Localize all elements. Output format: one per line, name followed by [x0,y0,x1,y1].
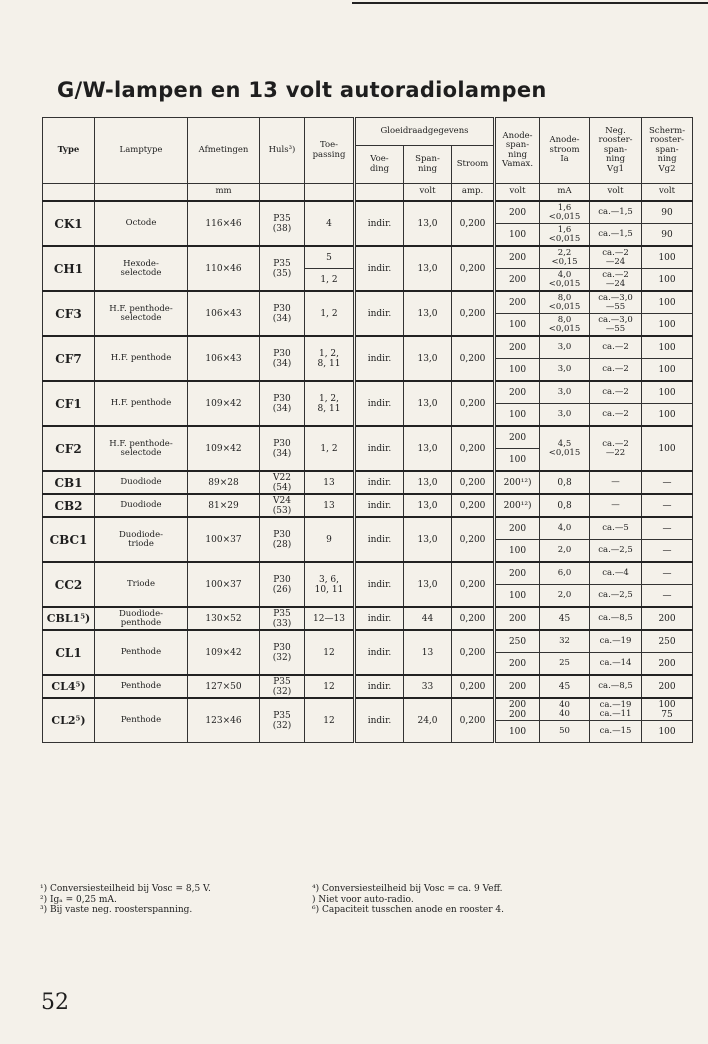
anode-stroom: 40 40 [540,698,590,721]
anode-stroom: 6,0 [540,562,590,585]
lamptype: H.F. penthode [95,381,188,426]
tube-type: CBC1 [43,517,95,562]
neg-roosterspanning: ca.—2 [590,336,642,359]
spanning: 13,0 [404,381,452,426]
header-spanning: Span- ning [404,146,452,184]
afmetingen: 81×29 [188,494,260,517]
afmetingen: 116×46 [188,201,260,246]
table-row [43,381,693,404]
neg-roosterspanning: ca.—1,5 [590,201,642,224]
anode-spanning: 100 [495,540,540,563]
voeding: indir. [355,471,404,494]
anode-spanning: 100 [495,314,540,337]
spanning: 13,0 [404,517,452,562]
header-afmetingen: Afmetingen [188,118,260,184]
huls: P35 (33) [260,607,305,630]
tube-type: CF7 [43,336,95,381]
voeding: indir. [355,494,404,517]
huls: P30 (32) [260,630,305,675]
huls: P30 (34) [260,291,305,336]
spanning: 24,0 [404,698,452,743]
table-row [43,698,693,721]
stroom: 0,200 [452,607,495,630]
voeding: indir. [355,381,404,426]
tube-type: CF3 [43,291,95,336]
huls: P30 (28) [260,517,305,562]
footnote: ) Niet voor auto-radio. [312,894,414,905]
lamptype: Duodiode- penthode [95,607,188,630]
lamptype: Duodiode [95,471,188,494]
stroom: 0,200 [452,201,495,246]
afmetingen: 123×46 [188,698,260,743]
stroom: 0,200 [452,246,495,291]
huls: P35 (32) [260,675,305,698]
toepassing: 1, 2 [305,269,355,292]
afmetingen: 106×43 [188,336,260,381]
schermroosterspanning: 100 [642,314,693,337]
header-stroom-unit: amp. [452,184,495,202]
tube-type: CB2 [43,494,95,517]
neg-roosterspanning: ca.—2,5 [590,585,642,608]
header-span-unit: volt [404,184,452,202]
anode-spanning: 200 [495,381,540,404]
anode-stroom: 32 [540,630,590,653]
schermroosterspanning: 200 [642,653,693,676]
toepassing: 1, 2 [305,426,355,471]
voeding: indir. [355,291,404,336]
stroom: 0,200 [452,517,495,562]
lamptype: Triode [95,562,188,607]
neg-roosterspanning: ca.—2 —24 [590,269,642,292]
table-row [43,517,693,540]
toepassing: 4 [305,201,355,246]
voeding: indir. [355,517,404,562]
huls: P35 (38) [260,201,305,246]
anode-spanning: 200 [495,653,540,676]
stroom: 0,200 [452,630,495,675]
header-vg2-unit: volt [642,184,693,202]
table-row [43,246,693,269]
schermroosterspanning: 100 [642,246,693,269]
footnote: ²) Igₐ = 0,25 mA. [40,894,117,905]
stroom: 0,200 [452,381,495,426]
anode-spanning: 100 [495,224,540,247]
anode-spanning: 200 [495,607,540,630]
page-title: G/W-lampen en 13 volt autoradiolampen [57,78,547,102]
schermroosterspanning: — [642,517,693,540]
anode-stroom: 2,0 [540,585,590,608]
footnote: ⁶) Capaciteit tusschen anode en rooster 4. [312,905,505,915]
schermroosterspanning: 100 [642,291,693,314]
toepassing: 12 [305,630,355,675]
anode-spanning: 200 [495,517,540,540]
schermroosterspanning: — [642,540,693,563]
header-va-unit: volt [495,184,540,202]
table-row [43,291,693,314]
anode-stroom: 3,0 [540,404,590,427]
anode-spanning: 200¹²) [495,471,540,494]
table-row [43,201,693,224]
voeding: indir. [355,675,404,698]
neg-roosterspanning: ca.—19 [590,630,642,653]
spanning: 13,0 [404,426,452,471]
schermroosterspanning: — [642,562,693,585]
header-voeding: Voe- ding [355,146,404,184]
header-gloeidraad: Gloeidraadgegevens [355,118,495,146]
header-ia-unit: mA [540,184,590,202]
schermroosterspanning: 90 [642,224,693,247]
anode-stroom: 8,0 <0,015 [540,314,590,337]
spanning: 13,0 [404,246,452,291]
anode-spanning: 200 [495,426,540,449]
huls: P30 (34) [260,381,305,426]
anode-stroom: 0,8 [540,471,590,494]
header-anodestroom: Anode- stroom Ia [540,118,590,184]
neg-roosterspanning: ca.—8,5 [590,675,642,698]
tube-type: CK1 [43,201,95,246]
neg-roosterspanning: ca.—2 [590,381,642,404]
huls: P30 (26) [260,562,305,607]
schermroosterspanning: 100 [642,359,693,382]
anode-stroom: 3,0 [540,381,590,404]
toepassing: 13 [305,471,355,494]
toepassing: 13 [305,494,355,517]
anode-spanning: 200 [495,336,540,359]
tube-type: CL1 [43,630,95,675]
tube-type: CBL1⁵) [43,607,95,630]
lamptype: H.F. penthode- selectode [95,426,188,471]
schermroosterspanning: 100 [642,269,693,292]
afmetingen: 109×42 [188,426,260,471]
schermroosterspanning: 100 [642,721,693,743]
header-type: Type [43,118,95,184]
neg-roosterspanning: ca.—8,5 [590,607,642,630]
lamptype: H.F. penthode- selectode [95,291,188,336]
anode-stroom: 45 [540,607,590,630]
voeding: indir. [355,562,404,607]
header-vg1-unit: volt [590,184,642,202]
tube-type: CC2 [43,562,95,607]
schermroosterspanning: 100 [642,336,693,359]
footnote: ¹) Conversiesteilheid bij Vosc = 8,5 V. [40,884,211,894]
spanning: 33 [404,675,452,698]
toepassing: 9 [305,517,355,562]
header-negrooster: Neg. rooster- span- ning Vg1 [590,118,642,184]
neg-roosterspanning: — [590,494,642,517]
stroom: 0,200 [452,675,495,698]
voeding: indir. [355,630,404,675]
spanning: 13,0 [404,562,452,607]
schermroosterspanning: 90 [642,201,693,224]
stroom: 0,200 [452,562,495,607]
spanning: 13,0 [404,494,452,517]
anode-spanning: 200 [495,291,540,314]
toepassing: 1, 2, 8, 11 [305,381,355,426]
voeding: indir. [355,426,404,471]
anode-stroom: 4,0 <0,015 [540,269,590,292]
header-lamptype: Lamptype [95,118,188,184]
page-number: 52 [41,990,69,1015]
schermroosterspanning: 100 [642,426,693,471]
lamptype: Penthode [95,675,188,698]
toepassing: 1, 2, 8, 11 [305,336,355,381]
huls: P30 (34) [260,336,305,381]
huls: P35 (32) [260,698,305,743]
footnotes-right [312,884,632,916]
anode-stroom: 4,0 [540,517,590,540]
anode-spanning: 200 [495,201,540,224]
afmetingen: 106×43 [188,291,260,336]
top-rule [352,2,708,4]
toepassing: 12 [305,675,355,698]
lamptype: Penthode [95,698,188,743]
lamptype: H.F. penthode [95,336,188,381]
huls: V22 (54) [260,471,305,494]
anode-stroom: 2,2 <0,15 [540,246,590,269]
voeding: indir. [355,607,404,630]
schermroosterspanning: — [642,494,693,517]
afmetingen: 100×37 [188,562,260,607]
anode-spanning: 100 [495,404,540,427]
table-row [43,494,693,517]
spanning: 13 [404,630,452,675]
stroom: 0,200 [452,471,495,494]
table-row [43,562,693,585]
lamptype: Hexode- selectode [95,246,188,291]
lamptype: Penthode [95,630,188,675]
anode-stroom: 4,5 <0,015 [540,426,590,471]
anode-spanning: 200 [495,269,540,292]
neg-roosterspanning: ca.—3,0 —55 [590,314,642,337]
tube-type: CF1 [43,381,95,426]
neg-roosterspanning: ca.—1,5 [590,224,642,247]
lamptype: Duodiode [95,494,188,517]
stroom: 0,200 [452,291,495,336]
neg-roosterspanning: ca.—3,0 —55 [590,291,642,314]
spanning: 44 [404,607,452,630]
toepassing: 1, 2 [305,291,355,336]
neg-roosterspanning: ca.—2 [590,404,642,427]
anode-spanning: 200¹²) [495,494,540,517]
header-schermrooster: Scherm- rooster- span- ning Vg2 [642,118,693,184]
afmetingen: 127×50 [188,675,260,698]
toepassing: 12 [305,698,355,743]
lamptype: Octode [95,201,188,246]
huls: P30 (34) [260,426,305,471]
table-row [43,675,693,698]
table-row [43,336,693,359]
huls: V24 (53) [260,494,305,517]
neg-roosterspanning: ca.—15 [590,721,642,743]
anode-stroom: 2,0 [540,540,590,563]
afmetingen: 109×42 [188,630,260,675]
afmetingen: 110×46 [188,246,260,291]
anode-spanning: 100 [495,585,540,608]
afmetingen: 109×42 [188,381,260,426]
tube-type: CF2 [43,426,95,471]
table-row [43,607,693,630]
schermroosterspanning: — [642,471,693,494]
anode-spanning: 250 [495,630,540,653]
afmetingen: 130×52 [188,607,260,630]
schermroosterspanning: 100 [642,381,693,404]
anode-stroom: 0,8 [540,494,590,517]
table-row [43,426,693,449]
voeding: indir. [355,698,404,743]
toepassing: 3, 6, 10, 11 [305,562,355,607]
schermroosterspanning: 100 75 [642,698,693,721]
anode-spanning: 100 [495,721,540,743]
huls: P35 (35) [260,246,305,291]
table-row [43,471,693,494]
neg-roosterspanning: ca.—2 —22 [590,426,642,471]
schermroosterspanning: 200 [642,675,693,698]
spanning: 13,0 [404,336,452,381]
header-huls: Huls³) [260,118,305,184]
anode-stroom: 45 [540,675,590,698]
stroom: 0,200 [452,494,495,517]
voeding: indir. [355,201,404,246]
spanning: 13,0 [404,291,452,336]
header-toepassing: Toe- passing [305,118,355,184]
neg-roosterspanning: — [590,471,642,494]
table-row [43,630,693,653]
anode-stroom: 25 [540,653,590,676]
spanning: 13,0 [404,201,452,246]
stroom: 0,200 [452,698,495,743]
anode-spanning: 100 [495,359,540,382]
schermroosterspanning: — [642,585,693,608]
tube-type: CL4⁵) [43,675,95,698]
neg-roosterspanning: ca.—19 ca.—11 [590,698,642,721]
anode-spanning: 200 [495,675,540,698]
anode-spanning: 200 [495,562,540,585]
anode-spanning: 200 200 [495,698,540,721]
schermroosterspanning: 250 [642,630,693,653]
neg-roosterspanning: ca.—4 [590,562,642,585]
voeding: indir. [355,336,404,381]
anode-spanning: 100 [495,449,540,472]
tube-type: CH1 [43,246,95,291]
toepassing: 5 [305,246,355,269]
anode-stroom: 1,6 <0,015 [540,224,590,247]
schermroosterspanning: 100 [642,404,693,427]
anode-stroom: 8,0 <0,015 [540,291,590,314]
neg-roosterspanning: ca.—2 [590,359,642,382]
stroom: 0,200 [452,336,495,381]
header-afm-unit: mm [188,184,260,202]
tube-type: CB1 [43,471,95,494]
anode-stroom: 1,6 <0,015 [540,201,590,224]
table-body [43,201,693,743]
header-anodespanning: Anode- span- ning Vamax. [495,118,540,184]
spanning: 13,0 [404,471,452,494]
voeding: indir. [355,246,404,291]
afmetingen: 100×37 [188,517,260,562]
header-stroom: Stroom [452,146,495,184]
tube-data-table [42,117,693,743]
neg-roosterspanning: ca.—5 [590,517,642,540]
footnote: ⁴) Conversiesteilheid bij Vosc = ca. 9 Veff. [312,884,503,894]
neg-roosterspanning: ca.—2,5 [590,540,642,563]
stroom: 0,200 [452,426,495,471]
lamptype: Duodiode- triode [95,517,188,562]
footnote: ³) Bij vaste neg. roosterspanning. [40,905,193,915]
tube-type: CL2⁵) [43,698,95,743]
neg-roosterspanning: ca.—2 —24 [590,246,642,269]
anode-stroom: 3,0 [540,359,590,382]
schermroosterspanning: 200 [642,607,693,630]
afmetingen: 89×28 [188,471,260,494]
anode-stroom: 50 [540,721,590,743]
anode-stroom: 3,0 [540,336,590,359]
neg-roosterspanning: ca.—14 [590,653,642,676]
toepassing: 12—13 [305,607,355,630]
anode-spanning: 200 [495,246,540,269]
